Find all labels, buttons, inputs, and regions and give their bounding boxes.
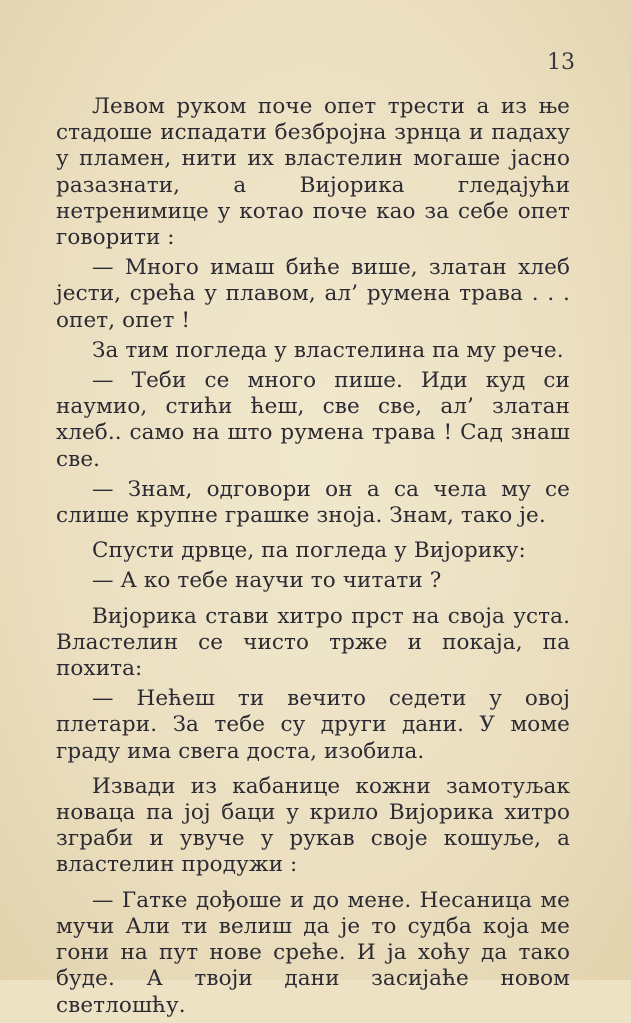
paragraph: — А ко тебе научи то читати ?: [92, 568, 442, 594]
paragraph: Спусти дрвце, па погледа у Вијорику:: [92, 538, 526, 564]
paragraph: — Нећеш ти вечито седети у овој плетари. За тебе су други дани. У моме граду има свега доста, изобила.: [56, 686, 570, 764]
page-number: 13: [547, 50, 575, 75]
paragraph: — Много имаш биће више, златан хлеб јести, срећа у плавом, ал’ румена трава . . . опет, опет !: [56, 255, 570, 333]
body-text: [56, 94, 570, 1023]
paragraph: — Гатке дођоше и до мене. Несаница ме мучи Али ти велиш да је то судба која ме гони на пут нове среће. И ја хоћу да тако буде. А твоји дани засијаће новом светлошћу.: [56, 887, 570, 1018]
paragraph: Извади из кабанице кожни замотуљак новаца па јој баци у крило Вијорика хитро зграби и увуче у рукав своје кошуље, а властелин продужи :: [56, 773, 570, 878]
paragraph: За тим погледа у властелина па му рече.: [92, 337, 564, 363]
paragraph: Вијорика стави хитро прст на своја уста. Властелин се чисто трже и покаја, па похита:: [56, 603, 570, 682]
paragraph: — Знам, одговори он а са чела му се слише крупне грашке зноја. Знам, тако је.: [56, 476, 570, 529]
paragraph: — Теби се много пише. Иди куд си наумио, стићи ћеш, све све, ал’ златан хлеб.. само на што румена трава ! Сад знаш све.: [56, 368, 570, 472]
paragraph: Левом руком поче опет трести а из ње стадоше испадати безбројна зрнца и падаху у пламен, нити их властелин могаше јасно разазнати, а Вијорика гледајући нетренимице у котао поче као за себе опет говорити :: [56, 94, 570, 251]
